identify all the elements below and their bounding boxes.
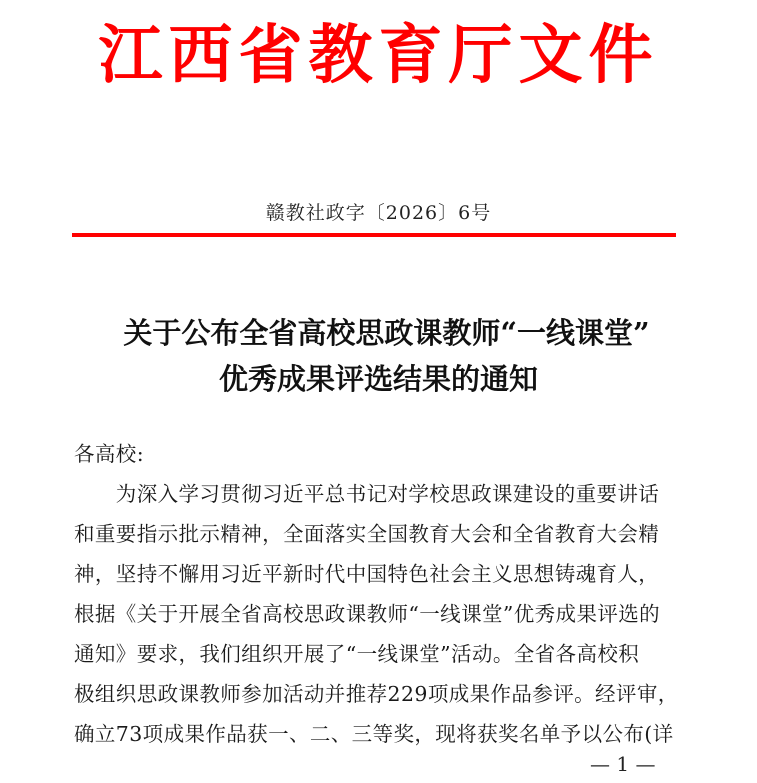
body-line: 和重要指示批示精神，全面落实全国教育大会和全省教育大会精 [74,522,660,546]
red-divider-rule [72,233,676,237]
salutation: 各高校: [74,442,145,466]
body-line: 极组织思政课教师参加活动并推荐229项成果作品参评。经评审， [74,682,679,706]
body-line: 通知》要求，我们组织开展了“一线课堂”活动。全省各高校积 [74,642,640,666]
body-line: 神，坚持不懈用习近平新时代中国特色社会主义思想铸魂育人， [74,562,660,586]
body-line: 为深入学习贯彻习近平总书记对学校思政课建设的重要讲话 [74,482,660,506]
notice-title-line-1: 关于公布全省高校思政课教师“一线课堂” [123,316,650,350]
body-line: 确立73项成果作品获一、二、三等奖，现将获奖名单予以公布(详 [74,722,674,746]
notice-title-line-2: 优秀成果评选结果的通知 [218,362,538,396]
page-number: — 1 — [590,752,656,776]
masthead-title: 江西省教育厅文件 [98,18,659,93]
document-number: 赣教社政字〔2026〕6号 [265,202,492,224]
body-line: 根据《关于开展全省高校思政课教师“一线课堂”优秀成果评选的 [74,602,661,626]
